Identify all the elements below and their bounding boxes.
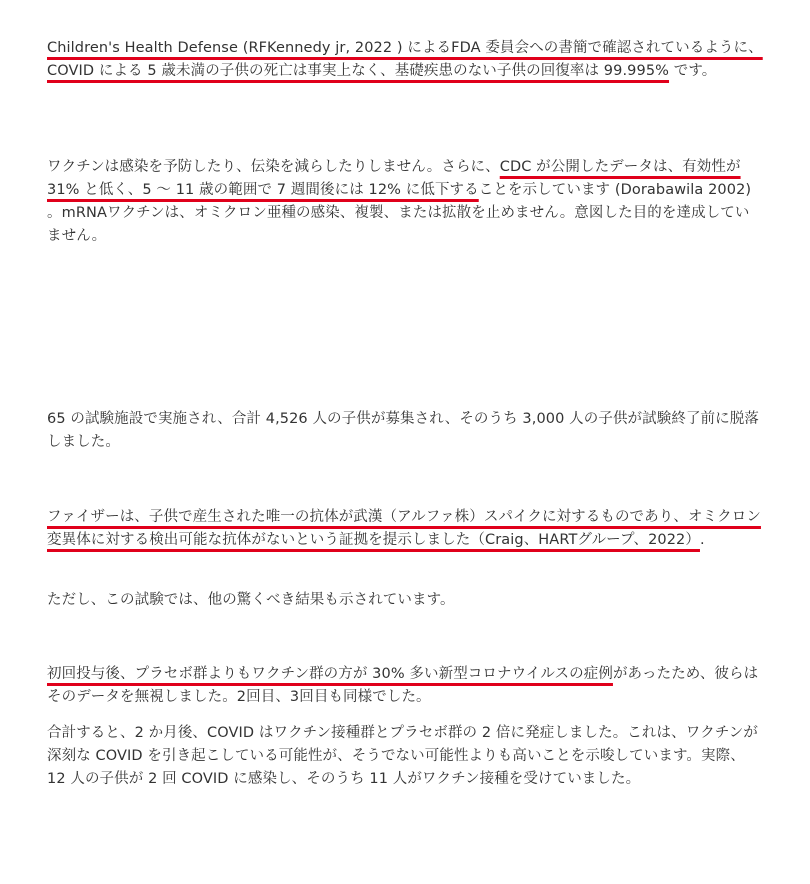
paragraph-text: ワクチンは感染を予防したり、伝染を減らしたりしません。さらに、 xyxy=(47,159,500,175)
highlighted-text: ファイザーは、子供で産生された唯一の抗体が武漢（アルファ株）スパイクに対するものであり、オミクロン変異体に対する検出可能な抗体がないという証拠を提示しました（Craig、HARTグループ、2022） xyxy=(47,509,761,548)
paragraph-text: ただし、この試験では、他の驚くべき結果も示されています。 xyxy=(47,592,455,608)
paragraph-text: があったため、彼らはそのデータを無視しました。2回目、3回目も同様でした。 xyxy=(47,666,759,705)
paragraph-trial-sites xyxy=(47,408,763,454)
highlighted-text: Children's Health Defense (RFKennedy jr, 2022 ) によるFDA 委員会への書簡で確認されているように、COVID による 5 歳未満の子供の死亡は事実上なく、基礎疾患のない子供の回復率は 99.995% xyxy=(47,40,763,79)
paragraph-text: 65 の試験施設で実施され、合計 4,526 人の子供が募集され、そのうち 3,000 人の子供が試験終了前に脱落しました。 xyxy=(47,411,759,450)
paragraph-summary xyxy=(47,722,763,791)
paragraph-other-results xyxy=(47,589,763,612)
highlighted-text: CDC が公開したデータは、有効性が 31% と低く、5 ～ 11 歳の範囲で 7 週間後には 12% に低下する xyxy=(47,159,741,198)
paragraph-text: ことを示しています (Dorabawila 2002) 。mRNAワクチンは、オミクロン亜種の感染、複製、または拡散を止めません。意図した目的を達成していません。 xyxy=(47,182,752,244)
paragraph-vaccine-efficacy xyxy=(47,156,763,248)
paragraph-text: . xyxy=(699,532,705,548)
paragraph-text: 合計すると、2 か月後、COVID はワクチン接種群とプラセボ群の 2 倍に発症しました。これは、ワクチンが深刻な COVID を引き起こしている可能性が、そうでない可能性よりも高いことを示唆しています。実際、12 人の子供が 2 回 COVID に感染し、そのうち 11 人がワクチン接種を受けていました。 xyxy=(47,725,758,787)
highlighted-text: 初回投与後、プラセボ群よりもワクチン群の方が 30% 多い新型コロナウイルスの症例 xyxy=(47,666,613,682)
paragraph-recovery-rate xyxy=(47,37,763,83)
paragraph-text: です。 xyxy=(669,63,717,79)
paragraph-first-dose xyxy=(47,663,763,709)
paragraph-antibodies xyxy=(47,506,763,552)
